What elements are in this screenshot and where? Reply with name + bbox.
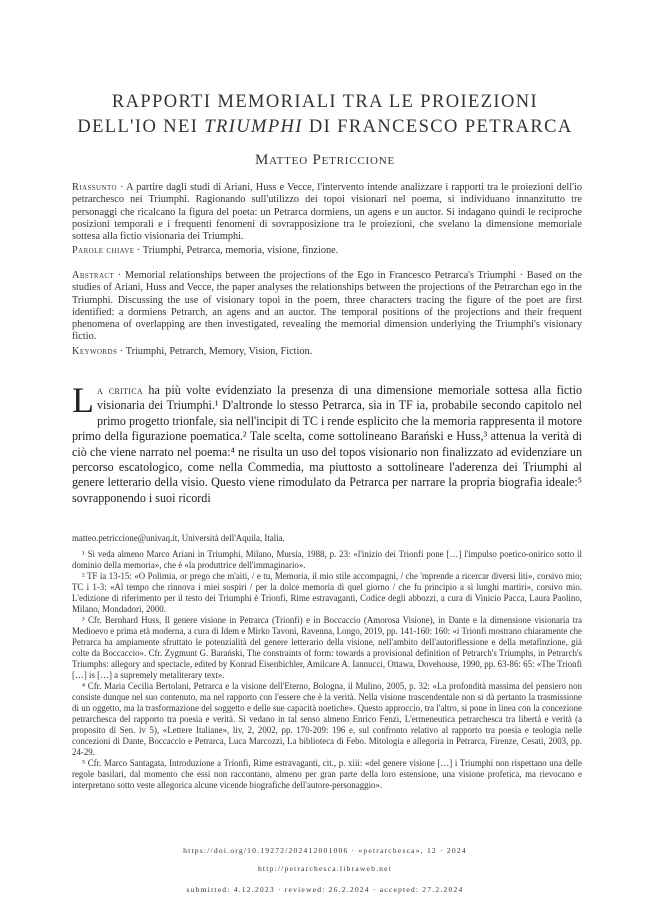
keywords-paragraph xyxy=(72,346,582,358)
author-name: Matteo Petriccione xyxy=(254,152,396,168)
drop-cap: L xyxy=(72,380,94,420)
riassunto-paragraph xyxy=(72,182,582,243)
author-email-note: matteo.petriccione@univaq.it, Università dell'Aquila, Italia. xyxy=(72,533,285,543)
abstract-text: · Memorial relationships between the projections of the Ego in Francesco Petrarca's Triumphi · Based on the studies of Ariani, Huss and Vecce, the paper analyses the relationships between the projections of the Petrarchan ego in the Triumphi. Discussing the use of visionary topoi in the poem, three characters tracing the figure of the poet are first identified: a dormiens Petrarch, an agens and an auctor. The temporal positions of the projections and their frequent phenomena of overlapping are then investigated, revealing the memorial dimension underlying the Triumphi's visionary fictio. xyxy=(72,270,582,343)
riassunto-text: · A partire dagli studi di Ariani, Huss e Vecce, l'intervento intende analizzare i rapporti tra le proiezioni dell'io petrarchesco nei Triumphi. Ragionando sull'utilizzo dei topoi visionari nel poema, si individuano innanzitutto tre personaggi che ricalcano la figura del poeta: un Petrarca dormiens, un agens e un auctor. Si indagano quindi le reciproche posizioni temporali e i frequenti fenomeni di sovrapposizione tra le proiezioni, che svelano la dimensione memoriale sottesa alla fictio visionaria dei Triumphi. xyxy=(72,182,582,243)
footnote-2: ² TF ia 13-15: «O Polimia, or prego che m'aiti, / e tu, Memoria, il mio stile accompagni, / che 'mprende a ricercar diversi liti», corsivo mio; TC i 1-3: «Al tempo che rinnova i miei sospiri / per la dolce memoria di quel giorno / che fu principio a sì lunghi martiri», corsivo mio. L'edizione di riferimento per il testo dei Triumphi è Trionfi, Rime estravaganti, Codice degli abbozzi, a cura di Vinicio Pacca, Laura Paolino, Milano, Mondadori, 2000. xyxy=(72,571,582,614)
title-line-2 xyxy=(0,115,650,140)
body-paragraph xyxy=(72,380,582,506)
parole-chiave-paragraph xyxy=(72,245,582,257)
abstract-label: Abstract xyxy=(72,270,115,281)
riassunto-block xyxy=(72,182,582,258)
riassunto-label: Riassunto xyxy=(72,182,117,193)
abstract-block xyxy=(72,270,582,358)
article-title xyxy=(0,90,650,140)
footnote-1: ¹ Si veda almeno Marco Ariani in Triumphi, Milano, Mursia, 1988, p. 23: «l'inizio dei Trionfi pone […] l'impulso poetico-onirico sotto il dominio della memoria», che è «la produttrice dell'immaginario». xyxy=(72,549,582,570)
title-line-2-italic: TRIUMPHI xyxy=(204,117,303,137)
footnotes xyxy=(72,533,582,791)
body-text xyxy=(72,380,582,506)
footnote-4: ⁴ Cfr. Maria Cecilia Bertolani, Petrarca e la visione dell'Eterno, Bologna, il Mulino, 2005, p. 32: «La profondità massima del pensiero non consiste dunque nel suo contenuto, ma nel rapporto con l'essere che è la verità. Nella visione trascendentale non si dà pertanto la trasmissione di un oggetto, ma la trasformazione del soggetto e delle sue capacità noetiche». Questo approccio, tra l'altro, si pone in linea con la concezione petrarchesca del rapporto tra poesia e verità. Si vedano in tal senso almeno Enrico Fenzi, L'ermeneutica petrarchesca tra libertà e verità (a proposito di Sen. iv 5), «Lettere Italiane», liv, 2, 2002, pp. 170-209: 196 e, sul confronto relativo al rapporto tra poesia e teologia nelle concezioni di Dante, Boccaccio e Petrarca, Luca Marcozzi, La biblioteca di Febo. Mitologia e allegoria in Petrarca, Firenze, Cesati, 2003, pp. 24-29. xyxy=(72,681,582,757)
footnote-3: ³ Cfr. Bernhard Huss, Il genere visione in Petrarca (Trionfi) e in Boccaccio (Amorosa Visione), in Dante e la dimensione visionaria tra Medioevo e prima età moderna, a cura di Idem e Mirko Tavoni, Ravenna, Longo, 2019, pp. 141-160: 160: «i Trionfi mostrano chiaramente che Petrarca ha ampiamente sfruttato le potenzialità del genere letterario della visione, nell'ambito dell'autoriflessione e della metafinzione, già colte da Boccaccio». Cfr. Zygmunt G. Barański, The constraints of form: towards a provisional definition of Petrarch's Triumphs, in Petrarch's Triumphs: allegory and spectacle, edited by Konrad Eisenbichler, Amilcare A. Iannucci, Ottawa, Dovehouse, 1990, pp. 63-86: 65: «The Trionfi […] is […] a supremely metaliterary text». xyxy=(72,615,582,680)
title-line-2-pre: DELL'IO NEI xyxy=(77,117,205,137)
abstract-paragraph xyxy=(72,270,582,344)
keywords-label: Keywords xyxy=(72,345,118,357)
title-line-2-post: DI FRANCESCO PETRARCA xyxy=(302,117,573,137)
parole-chiave-label: Parole chiave xyxy=(72,245,135,257)
doi-line[interactable]: https://doi.org/10.19272/202412001006 · «petrarchesca», 12 · 2024 xyxy=(183,846,467,855)
body-paragraph-text: ha più volte evidenziato la presenza di una dimensione memoriale sottesa alla fictio visionaria dei Triumphi.¹ D'altronde lo stesso Petrarca, sia in TF ia, probabile secondo capitolo nel primo progetto trionfale, sia nell'incipit di TC i rende esplicito che la memoria rappresenta il motore primo della figurazione poematica.² Tale scelta, come sottolineano Barański e Huss,³ attenua la verità di ciò che viene narrato nel poema:⁴ ne risulta un uso del topos visionario non finalizzato ad evidenziare un percorso escatologico, come nella Commedia, ma piuttosto a sottolineare l'aderenza dei Triumphi al genere letterario della visio. Questo viene rimodulato da Petrarca per narrare la propria biografia ideale:⁵ sovrapponendo i suoi ricordi xyxy=(72,383,582,505)
submission-dates: submitted: 4.12.2023 · reviewed: 26.2.2024 · accepted: 27.2.2024 xyxy=(186,885,464,894)
body-smallcaps-start: a critica xyxy=(97,383,143,397)
keywords-text: · Triumphi, Petrarch, Memory, Vision, Fiction. xyxy=(117,345,313,357)
footnote-5: ⁵ Cfr. Marco Santagata, Introduzione a Trionfi, Rime estravaganti, cit., p. xiii: «del genere visione […] i Triumphi non rispettano una delle regole basilari, dal momento che essi non raccontano, almeno per gran parte della loro estensione, una visione profetica, ma rievocano e interpretano sotto veste allegorica alcune vicende biografiche dell'autore-personaggio». xyxy=(72,758,582,790)
parole-chiave-text: · Triumphi, Petrarca, memoria, visione, finzione. xyxy=(134,245,339,257)
title-line-1: RAPPORTI MEMORIALI TRA LE PROIEZIONI xyxy=(111,92,539,112)
site-link[interactable]: http://petrarchesca.libraweb.net xyxy=(257,864,393,873)
